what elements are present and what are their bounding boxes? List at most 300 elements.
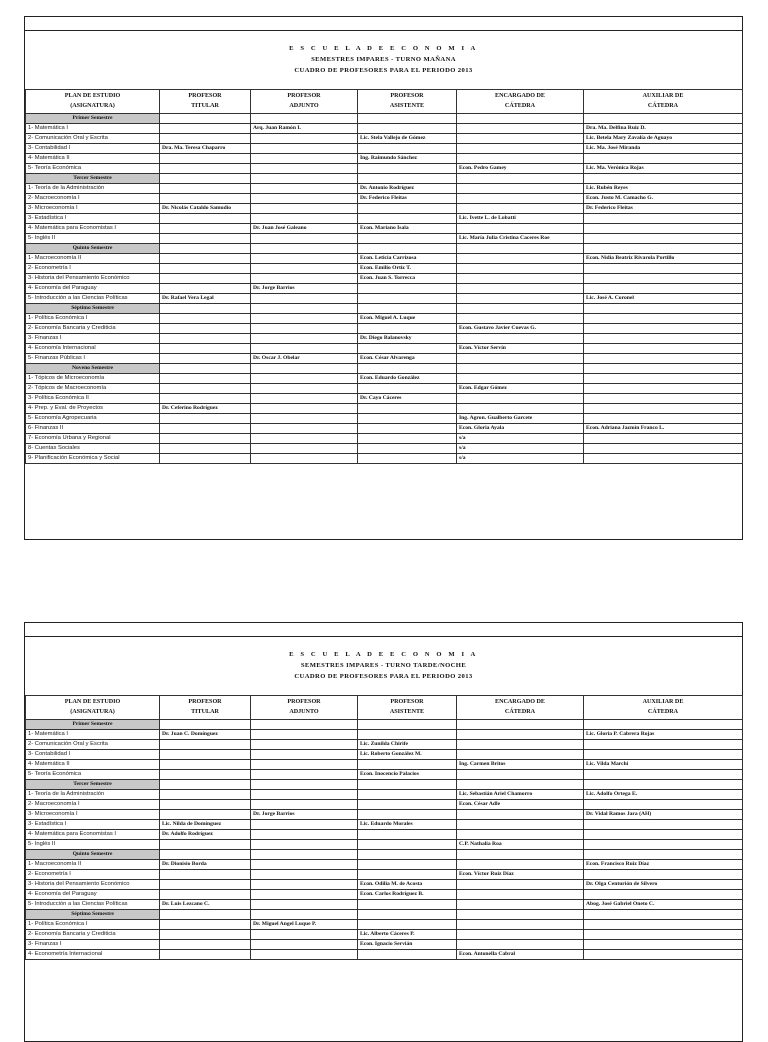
column-header-line: TITULAR xyxy=(191,709,219,715)
professor-cell xyxy=(160,274,251,284)
subject-cell: 4- Matemática II xyxy=(26,154,160,164)
professor-cell: Econ. Antonella Cabral xyxy=(457,950,584,960)
professor-cell xyxy=(584,750,743,760)
period-title: CUADRO DE PROFESORES PARA EL PERIODO 2013 xyxy=(294,673,473,681)
table-row xyxy=(26,830,743,840)
professor-cell xyxy=(160,800,251,810)
professor-cell xyxy=(251,424,358,434)
table-row xyxy=(26,414,743,424)
professor-cell xyxy=(358,790,457,800)
professor-cell xyxy=(457,194,584,204)
schedule-sheet-afternoon xyxy=(24,622,743,1042)
shift-subtitle: SEMESTRES IMPARES - TURNO TARDE/NOCHE xyxy=(300,662,467,670)
professor-cell xyxy=(251,204,358,214)
table-row xyxy=(26,760,743,770)
semester-label: Séptimo Semestre xyxy=(26,304,160,314)
professor-cell: Lic. Ma. Verónica Rojas xyxy=(584,164,743,174)
professor-cell: s/a xyxy=(457,444,584,454)
professor-cell xyxy=(457,820,584,830)
professor-cell xyxy=(457,880,584,890)
subject-cell: 1- Teoría de la Administración xyxy=(26,184,160,194)
table-row xyxy=(26,384,743,394)
professor-cell xyxy=(160,750,251,760)
column-header xyxy=(584,696,743,720)
subject-cell: 1- Tópicos de Microeconomía xyxy=(26,374,160,384)
professor-cell xyxy=(160,790,251,800)
professor-cell xyxy=(457,890,584,900)
professor-cell xyxy=(251,144,358,154)
professor-cell: Dr. Adolfo Rodríguez xyxy=(160,830,251,840)
column-header xyxy=(251,90,358,114)
professor-cell xyxy=(584,740,743,750)
professor-cell xyxy=(251,254,358,264)
professor-cell xyxy=(160,134,251,144)
table-row xyxy=(26,144,743,154)
professor-cell xyxy=(457,254,584,264)
professor-cell: Econ. Adriana Jazmín Franco L. xyxy=(584,424,743,434)
professor-cell: Dr. Vidal Ramos Jara (AH) xyxy=(584,810,743,820)
professor-cell: Econ. Francisco Ruiz Díaz xyxy=(584,860,743,870)
professor-cell xyxy=(584,394,743,404)
professor-cell: Abog. José Gabriel Oneto C. xyxy=(584,900,743,910)
column-header-line: ENCARGADO DE xyxy=(495,699,545,705)
professor-cell xyxy=(160,740,251,750)
professor-cell: Dr. Antonio Rodríguez xyxy=(358,184,457,194)
subject-cell: 1- Teoría de la Administración xyxy=(26,790,160,800)
professor-cell xyxy=(251,820,358,830)
professor-cell xyxy=(358,950,457,960)
professor-cell: Econ. Pedro Gamey xyxy=(457,164,584,174)
professor-cell: Lic. Alberto Cáceres P. xyxy=(358,930,457,940)
subject-cell: 9- Planificación Económica y Social xyxy=(26,454,160,464)
professor-cell xyxy=(457,284,584,294)
professor-cell xyxy=(457,730,584,740)
professor-cell: Dr. Cayo Cáceres xyxy=(358,394,457,404)
professor-cell: Econ. Justo M. Camacho G. xyxy=(584,194,743,204)
sheet-header xyxy=(25,31,742,89)
subject-cell: 4- Economía Internacional xyxy=(26,344,160,354)
professor-cell xyxy=(160,374,251,384)
professor-cell: Econ. Emilio Ortiz T. xyxy=(358,264,457,274)
professor-cell xyxy=(358,810,457,820)
subject-cell: 3- Política Económica II xyxy=(26,394,160,404)
professor-cell xyxy=(358,284,457,294)
table-row xyxy=(26,264,743,274)
sheet-top-line xyxy=(25,623,742,637)
professor-cell: Econ. César Adle xyxy=(457,800,584,810)
professor-cell: Econ. Leticia Carrizosa xyxy=(358,254,457,264)
subject-cell: 8- Cuentas Sociales xyxy=(26,444,160,454)
professor-cell: Dr. Dionisio Borda xyxy=(160,860,251,870)
professor-cell xyxy=(457,740,584,750)
column-header-line: PROFESOR xyxy=(390,699,424,705)
subject-cell: 1- Política Económica I xyxy=(26,314,160,324)
professor-cell xyxy=(160,950,251,960)
professor-cell xyxy=(160,394,251,404)
school-title: E S C U E L A D E E C O N O M I A xyxy=(289,651,478,658)
subject-cell: 2- Tópicos de Macroeconomía xyxy=(26,384,160,394)
subject-cell: 3- Finanzas I xyxy=(26,940,160,950)
subject-cell: 2- Economía Bancaria y Crediticia xyxy=(26,930,160,940)
professor-cell xyxy=(358,840,457,850)
professor-cell xyxy=(251,890,358,900)
subject-cell: 4- Matemática para Economistas I xyxy=(26,830,160,840)
column-header-line: ASISTENTE xyxy=(389,709,425,715)
professor-cell xyxy=(457,770,584,780)
table-row xyxy=(26,860,743,870)
professor-cell xyxy=(358,434,457,444)
table-row xyxy=(26,454,743,464)
professor-cell xyxy=(160,344,251,354)
table-row xyxy=(26,930,743,940)
subject-cell: 3- Estadística I xyxy=(26,820,160,830)
professor-cell xyxy=(160,194,251,204)
subject-cell: 5- Introducción a las Ciencias Políticas xyxy=(26,294,160,304)
professor-cell xyxy=(160,334,251,344)
professor-cell xyxy=(358,730,457,740)
semester-row xyxy=(26,114,743,124)
professors-table xyxy=(25,89,743,464)
professor-cell xyxy=(160,224,251,234)
professor-cell xyxy=(160,234,251,244)
subject-cell: 1- Macroeconomía II xyxy=(26,860,160,870)
table-row xyxy=(26,284,743,294)
table-row xyxy=(26,164,743,174)
subject-cell: 2- Econometría I xyxy=(26,264,160,274)
column-header-line: CÁTEDRA xyxy=(504,103,536,109)
professor-cell: Lic. Vilda Marchi xyxy=(584,760,743,770)
column-header-line: AUXILIAR DE xyxy=(642,93,684,99)
table-row xyxy=(26,314,743,324)
subject-cell: 5- Teoría Económica xyxy=(26,770,160,780)
table-row xyxy=(26,134,743,144)
sheet-top-line xyxy=(25,17,742,31)
professor-cell: Econ. César Alvarenga xyxy=(358,354,457,364)
professor-cell: Dr. Oscar J. Obelar xyxy=(251,354,358,364)
professor-cell xyxy=(584,770,743,780)
professor-cell xyxy=(251,384,358,394)
semester-label: Noveno Semestre xyxy=(26,364,160,374)
professor-cell xyxy=(251,404,358,414)
professor-cell xyxy=(584,920,743,930)
professor-cell xyxy=(358,344,457,354)
professor-cell: Lic. Gloria P. Cabrera Rojas xyxy=(584,730,743,740)
professor-cell xyxy=(251,750,358,760)
professor-cell xyxy=(358,324,457,334)
column-header-row xyxy=(26,696,743,720)
professor-cell: Ing. Carmen Britos xyxy=(457,760,584,770)
column-header-line: PROFESOR xyxy=(188,93,222,99)
professor-cell xyxy=(457,374,584,384)
professor-cell xyxy=(584,950,743,960)
professor-cell xyxy=(457,920,584,930)
professor-cell xyxy=(160,324,251,334)
professor-cell xyxy=(457,750,584,760)
table-row xyxy=(26,730,743,740)
professor-cell: Econ. Inocencio Palacios xyxy=(358,770,457,780)
professor-cell: Dr. Jorge Barrios xyxy=(251,810,358,820)
professor-cell: Dr. Rafael Vera Legal xyxy=(160,294,251,304)
professor-cell: Econ. Juan S. Torrecca xyxy=(358,274,457,284)
table-row xyxy=(26,444,743,454)
professor-cell xyxy=(251,870,358,880)
professor-cell xyxy=(160,424,251,434)
semester-row xyxy=(26,174,743,184)
professor-cell xyxy=(584,374,743,384)
professor-cell: Arq. Juan Ramón L xyxy=(251,124,358,134)
column-header xyxy=(358,696,457,720)
semester-label: Quinto Semestre xyxy=(26,244,160,254)
column-header-line: PROFESOR xyxy=(188,699,222,705)
subject-cell: 2- Econometría I xyxy=(26,870,160,880)
professor-cell: Lic. Ivette L. de Lobatti xyxy=(457,214,584,224)
professor-cell: Dr. Miguel Angel Luque P. xyxy=(251,920,358,930)
subject-cell: 3- Contabilidad I xyxy=(26,144,160,154)
professor-cell xyxy=(584,214,743,224)
professor-cell: Dr. Federico Fleitas xyxy=(584,204,743,214)
professor-cell xyxy=(251,334,358,344)
professor-cell xyxy=(358,294,457,304)
subject-cell: 3- Historia del Pensamiento Económico xyxy=(26,274,160,284)
subject-cell: 2- Macroeconomía I xyxy=(26,194,160,204)
professor-cell: Lic. Sebastián Ariel Chamorro xyxy=(457,790,584,800)
professor-cell xyxy=(358,164,457,174)
professor-cell xyxy=(251,294,358,304)
professor-cell xyxy=(251,950,358,960)
subject-cell: 2- Economía Bancaria y Crediticia xyxy=(26,324,160,334)
column-header xyxy=(457,696,584,720)
professor-cell xyxy=(160,354,251,364)
professor-cell xyxy=(251,770,358,780)
column-header-line: CÁTEDRA xyxy=(647,709,679,715)
professor-cell xyxy=(457,334,584,344)
professor-cell: Dr. Federico Fleitas xyxy=(358,194,457,204)
professor-cell xyxy=(457,810,584,820)
professor-cell: Lic. Betela Mary Zavalía de Aguayo xyxy=(584,134,743,144)
professor-cell: Dr. Ceferino Rodríguez xyxy=(160,404,251,414)
professor-cell: s/a xyxy=(457,434,584,444)
professor-cell xyxy=(251,444,358,454)
professor-cell xyxy=(584,800,743,810)
professor-cell xyxy=(584,414,743,424)
professor-cell xyxy=(457,154,584,164)
semester-row xyxy=(26,364,743,374)
subject-cell: 5- Inglés II xyxy=(26,234,160,244)
period-title: CUADRO DE PROFESORES PARA EL PERIODO 2013 xyxy=(294,67,473,75)
column-header-row xyxy=(26,90,743,114)
subject-cell: 2- Comunicación Oral y Escrita xyxy=(26,740,160,750)
professor-cell xyxy=(358,900,457,910)
column-header-line: ADJUNTO xyxy=(289,709,319,715)
professor-cell xyxy=(457,264,584,274)
professor-cell: Econ. Odilia M. de Acosta xyxy=(358,880,457,890)
professor-cell xyxy=(457,204,584,214)
subject-cell: 3- Contabilidad I xyxy=(26,750,160,760)
professor-cell xyxy=(358,800,457,810)
professor-cell: Lic. María Julia Cristina Caceres Roe xyxy=(457,234,584,244)
professor-cell: Dra. Ma. Teresa Chaparro xyxy=(160,144,251,154)
professor-cell xyxy=(251,194,358,204)
professor-cell xyxy=(457,394,584,404)
professor-cell xyxy=(251,740,358,750)
professor-cell xyxy=(358,830,457,840)
professor-cell: Lic. Rubén Reyes xyxy=(584,184,743,194)
professor-cell: s/a xyxy=(457,454,584,464)
professor-cell xyxy=(251,454,358,464)
professor-cell xyxy=(584,830,743,840)
subject-cell: 5- Inglés II xyxy=(26,840,160,850)
professor-cell: Dr. Juan José Galeano xyxy=(251,224,358,234)
professor-cell xyxy=(457,860,584,870)
professor-cell xyxy=(358,144,457,154)
column-header-line: AUXILIAR DE xyxy=(642,699,684,705)
column-header-line: PLAN DE ESTUDIO xyxy=(64,699,121,705)
table-row xyxy=(26,294,743,304)
table-row xyxy=(26,334,743,344)
subject-cell: 5- Teoría Económica xyxy=(26,164,160,174)
column-header-line: PROFESOR xyxy=(287,699,321,705)
professor-cell xyxy=(584,434,743,444)
professor-cell: Dra. Ma. Delfina Ruiz D. xyxy=(584,124,743,134)
table-row xyxy=(26,254,743,264)
professor-cell xyxy=(251,264,358,274)
professor-cell xyxy=(251,880,358,890)
column-header xyxy=(584,90,743,114)
professor-cell xyxy=(584,840,743,850)
professor-cell: Econ. Miguel A. Luque xyxy=(358,314,457,324)
subject-cell: 7- Economía Urbana y Regional xyxy=(26,434,160,444)
professor-cell xyxy=(251,184,358,194)
professor-cell xyxy=(358,760,457,770)
professor-cell xyxy=(160,264,251,274)
professor-cell xyxy=(457,900,584,910)
table-row xyxy=(26,750,743,760)
professor-cell xyxy=(584,324,743,334)
column-header-line: PLAN DE ESTUDIO xyxy=(64,93,121,99)
professor-cell xyxy=(358,204,457,214)
professor-cell xyxy=(358,214,457,224)
professor-cell: Lic. Zunilda Chirife xyxy=(358,740,457,750)
professor-cell: Lic. Adolfo Ortega E. xyxy=(584,790,743,800)
table-row xyxy=(26,434,743,444)
semester-row xyxy=(26,850,743,860)
professor-cell xyxy=(358,454,457,464)
professor-cell xyxy=(160,314,251,324)
professor-cell xyxy=(160,880,251,890)
table-row xyxy=(26,900,743,910)
shift-subtitle: SEMESTRES IMPARES - TURNO MAÑANA xyxy=(311,56,456,64)
table-row xyxy=(26,404,743,414)
professor-cell xyxy=(584,284,743,294)
subject-cell: 4- Matemática II xyxy=(26,760,160,770)
column-header-line: PROFESOR xyxy=(390,93,424,99)
professor-cell: Dr. Nicolás Cataldo Samudio xyxy=(160,204,251,214)
professor-cell xyxy=(584,940,743,950)
professor-cell xyxy=(160,930,251,940)
professor-cell xyxy=(584,344,743,354)
column-header-line: PROFESOR xyxy=(287,93,321,99)
professor-cell xyxy=(457,314,584,324)
table-row xyxy=(26,224,743,234)
professor-cell xyxy=(251,134,358,144)
professor-cell xyxy=(457,224,584,234)
semester-row xyxy=(26,910,743,920)
professor-cell xyxy=(358,870,457,880)
professor-cell xyxy=(160,890,251,900)
professor-cell: Econ. Nidia Beatriz Rivarola Portillo xyxy=(584,254,743,264)
professor-cell xyxy=(160,810,251,820)
subject-cell: 5- Economía Agropecuaria xyxy=(26,414,160,424)
column-header-line: ENCARGADO DE xyxy=(495,93,545,99)
subject-cell: 1- Matemática I xyxy=(26,124,160,134)
column-header xyxy=(26,696,160,720)
professor-cell xyxy=(251,434,358,444)
table-row xyxy=(26,820,743,830)
professor-cell xyxy=(457,294,584,304)
semester-row xyxy=(26,304,743,314)
professor-cell: Econ. Gustavo Javier Cuevas G. xyxy=(457,324,584,334)
professor-cell xyxy=(584,930,743,940)
professor-cell xyxy=(358,444,457,454)
professor-cell xyxy=(358,920,457,930)
table-row xyxy=(26,940,743,950)
professor-cell xyxy=(584,454,743,464)
table-row xyxy=(26,770,743,780)
table-row xyxy=(26,740,743,750)
table-row xyxy=(26,840,743,850)
professor-cell xyxy=(160,920,251,930)
professor-cell xyxy=(251,344,358,354)
professor-cell xyxy=(160,870,251,880)
professor-cell xyxy=(584,224,743,234)
semester-row xyxy=(26,244,743,254)
professor-cell: Ing. Raimundo Sánchez xyxy=(358,154,457,164)
column-header xyxy=(457,90,584,114)
table-row xyxy=(26,880,743,890)
table-row xyxy=(26,234,743,244)
professor-cell: Ing. Agron. Gualberto Garcete xyxy=(457,414,584,424)
table-row xyxy=(26,194,743,204)
professor-cell xyxy=(584,314,743,324)
semester-label: Primer Semestre xyxy=(26,720,160,730)
semester-row xyxy=(26,720,743,730)
professor-cell xyxy=(160,444,251,454)
professor-cell: Econ. Mariano Isala xyxy=(358,224,457,234)
column-header xyxy=(160,90,251,114)
column-header xyxy=(26,90,160,114)
professor-cell: Lic. José A. Coronel xyxy=(584,294,743,304)
table-row xyxy=(26,810,743,820)
professor-cell xyxy=(457,830,584,840)
column-header-line: TITULAR xyxy=(191,103,219,109)
professor-cell: Econ. Eduardo González xyxy=(358,374,457,384)
professor-cell: Econ. Carlos Rodríguez B. xyxy=(358,890,457,900)
professor-cell xyxy=(160,384,251,394)
professor-cell: Lic. Roberto González M. xyxy=(358,750,457,760)
professor-cell xyxy=(358,124,457,134)
professor-cell xyxy=(251,900,358,910)
column-header-line: CÁTEDRA xyxy=(504,709,536,715)
professor-cell xyxy=(160,164,251,174)
professor-cell: Dr. Luis Lezcano C. xyxy=(160,900,251,910)
professor-cell xyxy=(584,444,743,454)
column-header-line: ADJUNTO xyxy=(289,103,319,109)
subject-cell: 2- Comunicación Oral y Escrita xyxy=(26,134,160,144)
professor-cell xyxy=(584,354,743,364)
professor-cell: Dr. Olga Centurión de Silvero xyxy=(584,880,743,890)
table-row xyxy=(26,800,743,810)
subject-cell: 5- Finanzas Públicas I xyxy=(26,354,160,364)
